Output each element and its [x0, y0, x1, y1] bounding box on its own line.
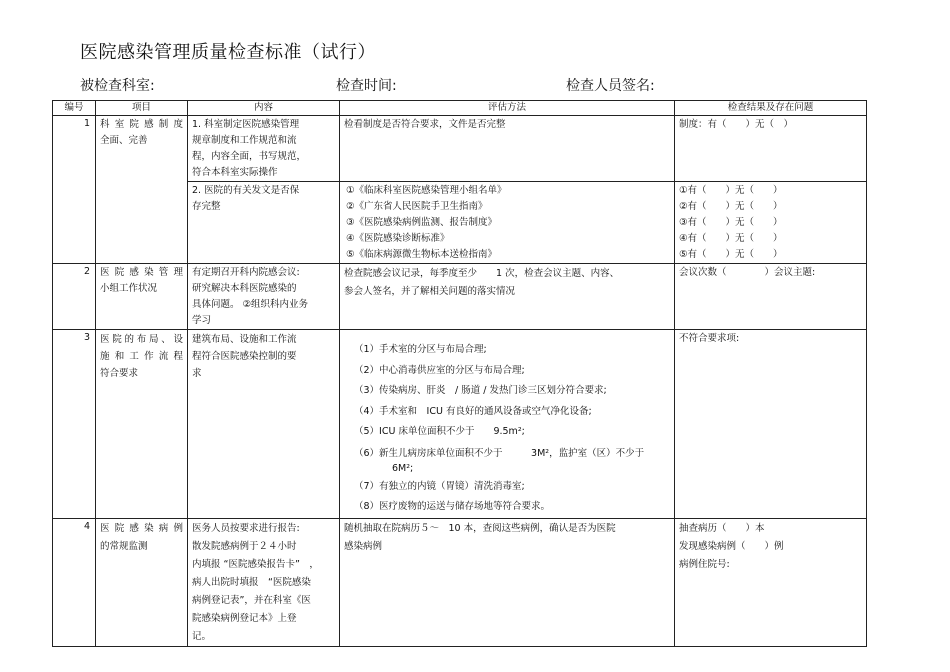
result-line: 抽查病历（ ）本 — [679, 522, 765, 534]
method-line: （4）手术室和 ICU 有良好的通风设备或空气净化设备; — [354, 405, 592, 417]
method-line: （8）医疗废物的运送与储存场地等符合要求。 — [354, 501, 551, 512]
item-line: 科室院感制度 — [100, 119, 183, 130]
table-row — [53, 518, 867, 646]
row-method — [340, 330, 675, 519]
content-line: 规章制度和工作规范和流 — [192, 135, 297, 146]
table-header-row — [53, 101, 867, 116]
item-line: 全面、完善 — [100, 135, 148, 146]
row-item — [96, 116, 188, 264]
content-line: 学习 — [192, 315, 212, 326]
result-line: 不符合要求项: — [679, 333, 740, 344]
row-number: 1 — [53, 116, 96, 264]
result-line: 制度：有（ ）无（ ） — [679, 119, 794, 130]
result-line: ④有（ ）无（ ） — [679, 233, 783, 244]
method-line: 检看制度是否符合要求，文件是否完整 — [344, 119, 506, 130]
row-number: 3 — [53, 330, 96, 519]
content-line: 内填报 “医院感染报告卡” ， — [192, 558, 319, 570]
content-line: 程符合医院感染控制的要 — [192, 351, 297, 362]
table-row — [53, 264, 867, 330]
result-line: 病例住院号: — [679, 558, 730, 570]
content-line: 具体问题。 ②组织科内业务 — [192, 299, 309, 310]
row-number: 2 — [53, 264, 96, 330]
method-line: 感染病例 — [344, 540, 383, 552]
row-result — [675, 518, 867, 646]
document-title: 医院感染管理质量检查标准（试行） — [80, 42, 376, 63]
result-line: ②有（ ）无（ ） — [679, 201, 783, 212]
method-line: ②《广东省人民医院手卫生指南》 — [346, 201, 488, 212]
row-result — [675, 116, 867, 182]
item-line: 施和工作流程 — [100, 351, 183, 362]
method-line: 参会人签名，并了解相关问题的落实情况 — [344, 286, 516, 297]
item-line: 的常规监测 — [100, 540, 148, 552]
method-line: （2）中心消毒供应室的分区与布局合理; — [354, 364, 525, 376]
column-header-number: 编号 — [53, 101, 96, 116]
inspection-standards-table — [52, 100, 867, 647]
inspector-signature-label: 检查人员签名: — [566, 78, 655, 94]
row-item — [96, 518, 188, 646]
row-method — [340, 264, 675, 330]
content-line: 有定期召开科内院感会议: — [192, 267, 300, 278]
content-line: 2. 医院的有关发文是否保 — [192, 185, 300, 196]
content-line: 散发院感病例于２４小时 — [192, 540, 297, 552]
content-line: 研究解决本科医院感染的 — [192, 283, 297, 294]
row-content — [188, 518, 340, 646]
method-line: （3）传染病房、肝炎 / 肠道 / 发热门诊三区划分符合要求; — [354, 385, 607, 396]
content-line: 1. 科室制定医院感染管理 — [192, 119, 300, 130]
method-line: ①《临床科室医院感染管理小组名单》 — [346, 185, 507, 196]
inspected-department-label: 被检查科室: — [80, 78, 155, 94]
row-number: 4 — [53, 518, 96, 646]
item-line: 小组工作状况 — [100, 283, 158, 294]
result-line: ①有（ ）无（ ） — [679, 185, 783, 196]
row-content — [188, 182, 340, 264]
column-header-item: 项目 — [96, 101, 188, 116]
content-line: 记。 — [192, 630, 212, 642]
row-method — [340, 518, 675, 646]
row-method — [340, 116, 675, 182]
item-line: 医院感染管理 — [100, 267, 183, 278]
method-line: 随机抽取在院病历５～ 10 本，查阅这些病例，确认是否为医院 — [344, 522, 616, 534]
row-item — [96, 330, 188, 519]
row-result — [675, 264, 867, 330]
item-line: 医院的布局、设 — [100, 334, 183, 345]
result-line: 会议次数（ ）会议主题: — [679, 267, 816, 278]
method-line: （6）新生儿病房床单位面积不少于 3M²，监护室（区）不少于 — [354, 447, 645, 459]
column-header-content: 内容 — [188, 101, 340, 116]
content-line: 程，内容全面，书写规范， — [192, 151, 307, 162]
table-row — [53, 116, 867, 182]
method-line: 检查院感会议记录，每季度至少 1 次，检查会议主题、内容、 — [344, 268, 620, 279]
column-header-method: 评估方法 — [340, 101, 675, 116]
content-line: 院感染病例登记本》上登 — [192, 612, 297, 624]
content-line: 符合本科室实际操作 — [192, 167, 278, 178]
column-header-result: 检查结果及存在问题 — [675, 101, 867, 116]
result-line: ⑤有（ ）无（ ） — [679, 249, 783, 260]
row-item — [96, 264, 188, 330]
item-line: 符合要求 — [100, 368, 139, 379]
row-method — [340, 182, 675, 264]
table-row — [53, 330, 867, 519]
inspection-time-label: 检查时间: — [336, 78, 397, 94]
item-line: 医院感染病例 — [100, 522, 183, 534]
row-content — [188, 264, 340, 330]
content-line: 存完整 — [192, 201, 221, 212]
result-line: 发现感染病例（ ）例 — [679, 540, 784, 552]
method-line: ⑤《临床病源微生物标本送检指南》 — [346, 249, 498, 260]
row-result — [675, 330, 867, 519]
content-line: 病例登记表”，并在科室《医 — [192, 594, 311, 606]
content-line: 医务人员按要求进行报告: — [192, 522, 300, 534]
row-content — [188, 116, 340, 182]
method-line: （1）手术室的分区与布局合理; — [354, 344, 487, 355]
content-line: 建筑布局、设施和工作流 — [192, 334, 297, 345]
method-line: 6M²; — [392, 462, 414, 474]
row-content — [188, 330, 340, 519]
method-line: （5）ICU 床单位面积不少于 9.5m²; — [354, 426, 525, 437]
content-line: 求 — [192, 368, 202, 379]
row-result — [675, 182, 867, 264]
content-line: 病人出院时填报 “医院感染 — [192, 576, 311, 588]
method-line: （7）有独立的内镜（胃镜）清洗消毒室; — [354, 480, 525, 492]
result-line: ③有（ ）无（ ） — [679, 217, 783, 228]
method-line: ④《医院感染诊断标准》 — [346, 233, 450, 244]
method-line: ③《医院感染病例监测、报告制度》 — [346, 217, 498, 228]
